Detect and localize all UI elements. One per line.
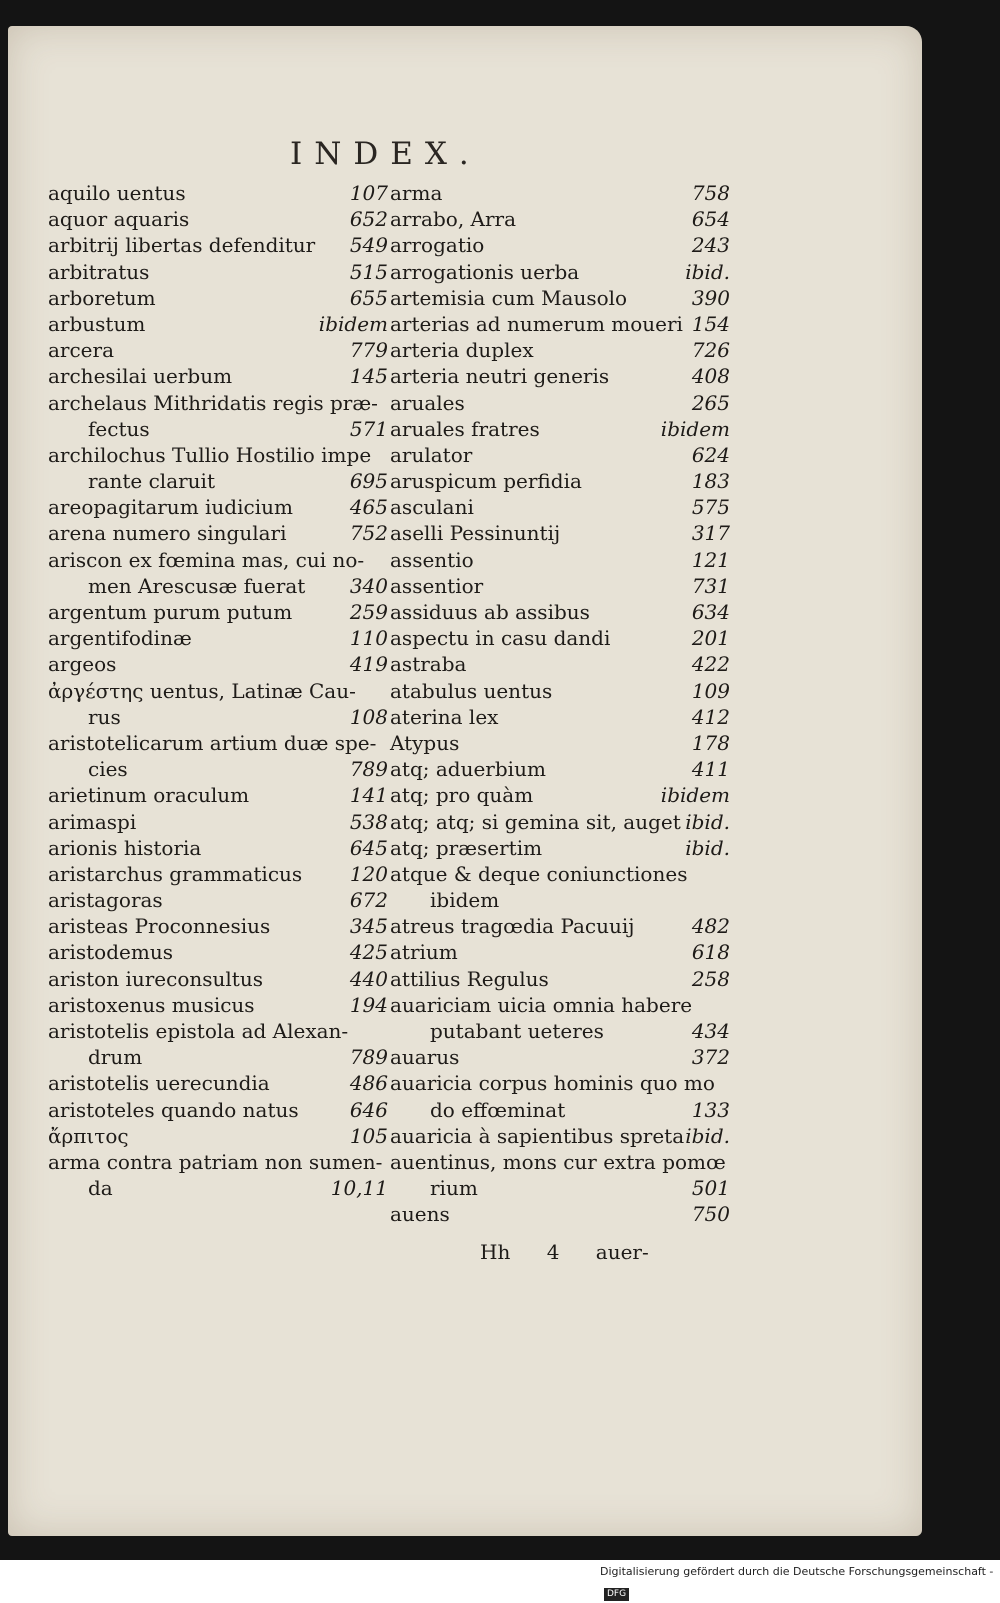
index-entry bbox=[390, 809, 730, 835]
entry-page: 408 bbox=[691, 364, 730, 389]
entry-page: 752 bbox=[349, 521, 388, 546]
entry-term: arboretum bbox=[48, 285, 156, 310]
entry-term: arbustum bbox=[48, 311, 146, 336]
entry-term: aruspicum perfidia bbox=[390, 469, 582, 494]
entry-page: 243 bbox=[691, 233, 730, 258]
entry-page: 501 bbox=[691, 1176, 730, 1201]
entry-term: arbitratus bbox=[48, 259, 150, 284]
entry-page: 317 bbox=[691, 521, 730, 546]
index-entry bbox=[48, 494, 388, 520]
index-entry bbox=[48, 599, 388, 625]
entry-term: atabulus uentus bbox=[390, 678, 553, 703]
entry-page: 105 bbox=[349, 1123, 388, 1148]
index-entry bbox=[48, 1070, 388, 1096]
index-entry bbox=[390, 180, 730, 206]
index-entry bbox=[390, 913, 730, 939]
entry-page: 10,11 bbox=[330, 1176, 388, 1201]
entry-term: arena numero singulari bbox=[48, 521, 287, 546]
entry-term: archesilai uerbum bbox=[48, 364, 233, 389]
index-entry bbox=[390, 651, 730, 677]
entry-term: astraba bbox=[390, 652, 467, 677]
entry-page: ibidem bbox=[318, 311, 388, 336]
entry-page: 731 bbox=[691, 573, 730, 598]
index-entry bbox=[48, 1149, 388, 1175]
index-entry bbox=[390, 1201, 730, 1227]
entry-page: 645 bbox=[349, 835, 388, 860]
digitization-credit bbox=[600, 1561, 1000, 1599]
entry-term: arulator bbox=[390, 442, 473, 467]
index-entry bbox=[48, 1175, 388, 1201]
index-entry bbox=[48, 285, 388, 311]
index-entry bbox=[48, 180, 388, 206]
index-entry bbox=[390, 599, 730, 625]
entry-page: ibid. bbox=[685, 835, 730, 860]
index-entry bbox=[390, 756, 730, 782]
index-entry bbox=[48, 756, 388, 782]
entry-page: 201 bbox=[691, 626, 730, 651]
entry-page: 194 bbox=[349, 992, 388, 1017]
entry-page: 440 bbox=[349, 966, 388, 991]
entry-term: Atypus bbox=[390, 730, 460, 755]
index-entry bbox=[48, 1044, 388, 1070]
index-entry bbox=[48, 1018, 388, 1044]
entry-term: auentinus, mons cur extra pomœ bbox=[390, 1149, 726, 1174]
entry-term: arrogationis uerba bbox=[390, 259, 580, 284]
index-entry bbox=[390, 887, 730, 913]
entry-page: 654 bbox=[691, 207, 730, 232]
entry-page: 419 bbox=[349, 652, 388, 677]
entry-term: aselli Pessinuntij bbox=[390, 521, 561, 546]
entry-term: auaricia à sapientibus spreta bbox=[390, 1123, 685, 1148]
entry-term: putabant ueteres bbox=[430, 1019, 604, 1043]
entry-page: 345 bbox=[349, 914, 388, 939]
entry-term: aruales fratres bbox=[390, 416, 540, 441]
entry-term: archelaus Mithridatis regis præ- bbox=[48, 390, 378, 415]
entry-page: 183 bbox=[691, 469, 730, 494]
entry-page: 655 bbox=[349, 285, 388, 310]
index-entry bbox=[390, 390, 730, 416]
index-entry bbox=[48, 573, 388, 599]
entry-page: 390 bbox=[691, 285, 730, 310]
index-entry bbox=[390, 363, 730, 389]
index-entry bbox=[390, 520, 730, 546]
entry-term: cies bbox=[88, 757, 128, 782]
index-entry bbox=[48, 232, 388, 258]
entry-page: 465 bbox=[349, 495, 388, 520]
entry-page: 486 bbox=[349, 1071, 388, 1096]
entry-term: artemisia cum Mausolo bbox=[390, 285, 628, 310]
index-entry bbox=[48, 1123, 388, 1149]
index-entry bbox=[390, 678, 730, 704]
index-entry bbox=[48, 442, 388, 468]
entry-term: atq; præsertim bbox=[390, 835, 543, 860]
catchword: auer- bbox=[595, 1240, 649, 1264]
index-entry bbox=[390, 939, 730, 965]
index-entry bbox=[390, 1123, 730, 1149]
entry-page: 652 bbox=[349, 207, 388, 232]
index-entry bbox=[48, 913, 388, 939]
index-entry bbox=[48, 390, 388, 416]
index-entry bbox=[390, 782, 730, 808]
entry-term: asculani bbox=[390, 495, 474, 520]
index-entry bbox=[48, 704, 388, 730]
index-entry bbox=[390, 468, 730, 494]
entry-term: archilochus Tullio Hostilio impe bbox=[48, 442, 372, 467]
index-entry bbox=[48, 206, 388, 232]
index-entry bbox=[48, 887, 388, 913]
entry-page: 549 bbox=[349, 233, 388, 258]
index-entry bbox=[390, 1044, 730, 1070]
entry-page: 145 bbox=[349, 364, 388, 389]
entry-term: assentior bbox=[390, 573, 484, 598]
entry-page: ibid. bbox=[685, 259, 730, 284]
entry-term: rus bbox=[88, 704, 121, 729]
entry-page: 575 bbox=[691, 495, 730, 520]
index-entry bbox=[390, 625, 730, 651]
entry-page: 750 bbox=[691, 1202, 730, 1227]
entry-page: 624 bbox=[691, 442, 730, 467]
entry-term: aquilo uentus bbox=[48, 181, 186, 205]
entry-term: auariciam uicia omnia habere bbox=[390, 992, 693, 1017]
index-entry bbox=[390, 547, 730, 573]
index-entry bbox=[48, 547, 388, 573]
entry-term: aristotelicarum artium duæ spe- bbox=[48, 730, 377, 755]
index-entry bbox=[390, 861, 730, 887]
entry-page: ibidem bbox=[660, 783, 730, 808]
entry-term: auens bbox=[390, 1202, 450, 1227]
entry-term: atq; atq; si gemina sit, auget bbox=[390, 809, 681, 834]
entry-page: 178 bbox=[691, 730, 730, 755]
entry-term: arterias ad numerum moueri bbox=[390, 311, 683, 336]
entry-term: argeos bbox=[48, 652, 117, 677]
entry-term: atq; pro quàm bbox=[390, 783, 534, 808]
index-entry bbox=[48, 861, 388, 887]
index-entry bbox=[48, 363, 388, 389]
entry-page: 434 bbox=[691, 1019, 730, 1043]
index-entry bbox=[390, 835, 730, 861]
index-entry bbox=[390, 311, 730, 337]
index-entry bbox=[48, 625, 388, 651]
index-entry bbox=[48, 966, 388, 992]
entry-term: arma contra patriam non sumen- bbox=[48, 1149, 383, 1174]
entry-page: 108 bbox=[349, 704, 388, 729]
index-entry bbox=[390, 1097, 730, 1123]
entry-page: 340 bbox=[349, 573, 388, 598]
entry-term: do effœminat bbox=[430, 1097, 566, 1122]
index-entry bbox=[48, 1097, 388, 1123]
index-entry bbox=[390, 416, 730, 442]
entry-term: areopagitarum iudicium bbox=[48, 495, 293, 520]
entry-page: 120 bbox=[349, 861, 388, 886]
entry-page: ibidem bbox=[660, 416, 730, 441]
entry-term: ibidem bbox=[430, 888, 500, 913]
entry-page: 634 bbox=[691, 600, 730, 624]
entry-page: 779 bbox=[349, 338, 388, 363]
index-entry bbox=[48, 520, 388, 546]
index-entry bbox=[390, 573, 730, 599]
entry-page: 515 bbox=[349, 259, 388, 284]
entry-term: aristoteles quando natus bbox=[48, 1097, 299, 1122]
entry-page: 265 bbox=[691, 390, 730, 415]
index-entry bbox=[390, 1175, 730, 1201]
entry-term: arma bbox=[390, 181, 443, 205]
entry-page: 121 bbox=[691, 547, 730, 572]
entry-page: 538 bbox=[349, 809, 388, 834]
entry-term: atreus tragœdia Pacuuij bbox=[390, 914, 635, 939]
entry-term: atq; aduerbium bbox=[390, 757, 546, 782]
entry-term: arionis historia bbox=[48, 835, 202, 860]
entry-term: men Arescusæ fuerat bbox=[88, 573, 306, 598]
entry-term: aristodemus bbox=[48, 940, 173, 965]
entry-term: aristarchus grammaticus bbox=[48, 861, 303, 886]
index-column-left bbox=[48, 180, 388, 1201]
index-entry bbox=[48, 782, 388, 808]
entry-page: 110 bbox=[349, 626, 388, 651]
entry-term: argentum purum putum bbox=[48, 600, 293, 624]
index-entry bbox=[390, 730, 730, 756]
entry-page: 758 bbox=[691, 181, 730, 205]
index-entry bbox=[48, 651, 388, 677]
entry-page: 412 bbox=[691, 704, 730, 729]
index-entry bbox=[390, 494, 730, 520]
entry-term: atrium bbox=[390, 940, 458, 965]
entry-page: 618 bbox=[691, 940, 730, 965]
entry-term: arcera bbox=[48, 338, 115, 363]
entry-term: aristotelis epistola ad Alexan- bbox=[48, 1019, 349, 1043]
entry-term: aterina lex bbox=[390, 704, 499, 729]
index-entry bbox=[48, 835, 388, 861]
credit-text: Digitalisierung gefördert durch die Deutsche Forschungsgemeinschaft - bbox=[600, 1565, 994, 1578]
index-entry bbox=[390, 206, 730, 232]
entry-term: auarus bbox=[390, 1045, 460, 1070]
entry-page: 133 bbox=[691, 1097, 730, 1122]
entry-page: 141 bbox=[349, 783, 388, 808]
entry-page: 109 bbox=[691, 678, 730, 703]
entry-term: fectus bbox=[88, 416, 150, 441]
index-entry bbox=[48, 809, 388, 835]
page-footer bbox=[480, 1240, 679, 1264]
index-entry bbox=[390, 704, 730, 730]
entry-page: 672 bbox=[349, 888, 388, 913]
entry-page: ibid. bbox=[685, 809, 730, 834]
index-entry bbox=[48, 730, 388, 756]
entry-page: 411 bbox=[691, 757, 730, 782]
index-entry bbox=[390, 259, 730, 285]
entry-term: ἀργέστης uentus, Latinæ Cau- bbox=[48, 678, 356, 703]
index-entry bbox=[48, 311, 388, 337]
entry-page: 726 bbox=[691, 338, 730, 363]
entry-term: ariscon ex fœmina mas, cui no- bbox=[48, 547, 365, 572]
index-entry bbox=[48, 468, 388, 494]
index-entry bbox=[390, 1070, 730, 1096]
entry-page: 695 bbox=[349, 469, 388, 494]
entry-term: attilius Regulus bbox=[390, 966, 549, 991]
entry-term: arteria duplex bbox=[390, 338, 534, 363]
dfg-logo: DFG bbox=[604, 1588, 629, 1601]
entry-term: rante claruit bbox=[88, 469, 215, 494]
entry-term: da bbox=[88, 1176, 113, 1201]
entry-term: arietinum oraculum bbox=[48, 783, 250, 808]
index-entry bbox=[390, 1149, 730, 1175]
index-entry bbox=[390, 966, 730, 992]
entry-term: auaricia corpus hominis quo mo bbox=[390, 1071, 715, 1096]
entry-page: ibid. bbox=[685, 1123, 730, 1148]
entry-term: aristotelis uerecundia bbox=[48, 1071, 270, 1096]
index-entry bbox=[48, 992, 388, 1018]
index-entry bbox=[390, 992, 730, 1018]
entry-term: drum bbox=[88, 1045, 143, 1070]
entry-term: assentio bbox=[390, 547, 474, 572]
entry-page: 154 bbox=[691, 311, 730, 336]
entry-page: 422 bbox=[691, 652, 730, 677]
index-entry bbox=[390, 232, 730, 258]
entry-term: aspectu in casu dandi bbox=[390, 626, 611, 651]
entry-page: 646 bbox=[349, 1097, 388, 1122]
entry-term: arimaspi bbox=[48, 809, 137, 834]
entry-term: aristagoras bbox=[48, 888, 163, 913]
entry-term: aruales bbox=[390, 390, 465, 415]
index-entry bbox=[48, 939, 388, 965]
index-entry bbox=[390, 1018, 730, 1044]
entry-page: 482 bbox=[691, 914, 730, 939]
index-entry bbox=[48, 416, 388, 442]
entry-term: atque & deque coniunctiones bbox=[390, 861, 688, 886]
entry-term: aquor aquaris bbox=[48, 207, 190, 232]
entry-term: aristeas Proconnesius bbox=[48, 914, 271, 939]
entry-page: 789 bbox=[349, 1045, 388, 1070]
entry-term: arrabo, Arra bbox=[390, 207, 517, 232]
entry-term: ἄρπιτος bbox=[48, 1123, 129, 1148]
entry-term: rium bbox=[430, 1176, 478, 1201]
index-entry bbox=[390, 442, 730, 468]
index-entry bbox=[390, 337, 730, 363]
entry-page: 258 bbox=[691, 966, 730, 991]
index-entry bbox=[390, 285, 730, 311]
page-title: INDEX. bbox=[290, 136, 481, 172]
entry-page: 259 bbox=[349, 600, 388, 624]
index-column-right bbox=[390, 180, 730, 1228]
entry-term: arteria neutri generis bbox=[390, 364, 610, 389]
entry-term: ariston iureconsultus bbox=[48, 966, 263, 991]
signature-number: 4 bbox=[546, 1240, 560, 1264]
entry-page: 789 bbox=[349, 757, 388, 782]
entry-term: argentifodinæ bbox=[48, 626, 192, 651]
index-entry bbox=[48, 678, 388, 704]
index-entry bbox=[48, 337, 388, 363]
entry-term: aristoxenus musicus bbox=[48, 992, 255, 1017]
entry-term: arrogatio bbox=[390, 233, 485, 258]
entry-term: arbitrij libertas defenditur bbox=[48, 233, 316, 258]
index-entry bbox=[48, 259, 388, 285]
entry-page: 571 bbox=[349, 416, 388, 441]
signature-mark: Hh bbox=[480, 1240, 511, 1264]
entry-page: 107 bbox=[349, 181, 388, 205]
entry-page: 425 bbox=[349, 940, 388, 965]
entry-term: assiduus ab assibus bbox=[390, 600, 590, 624]
entry-page: 372 bbox=[691, 1045, 730, 1070]
